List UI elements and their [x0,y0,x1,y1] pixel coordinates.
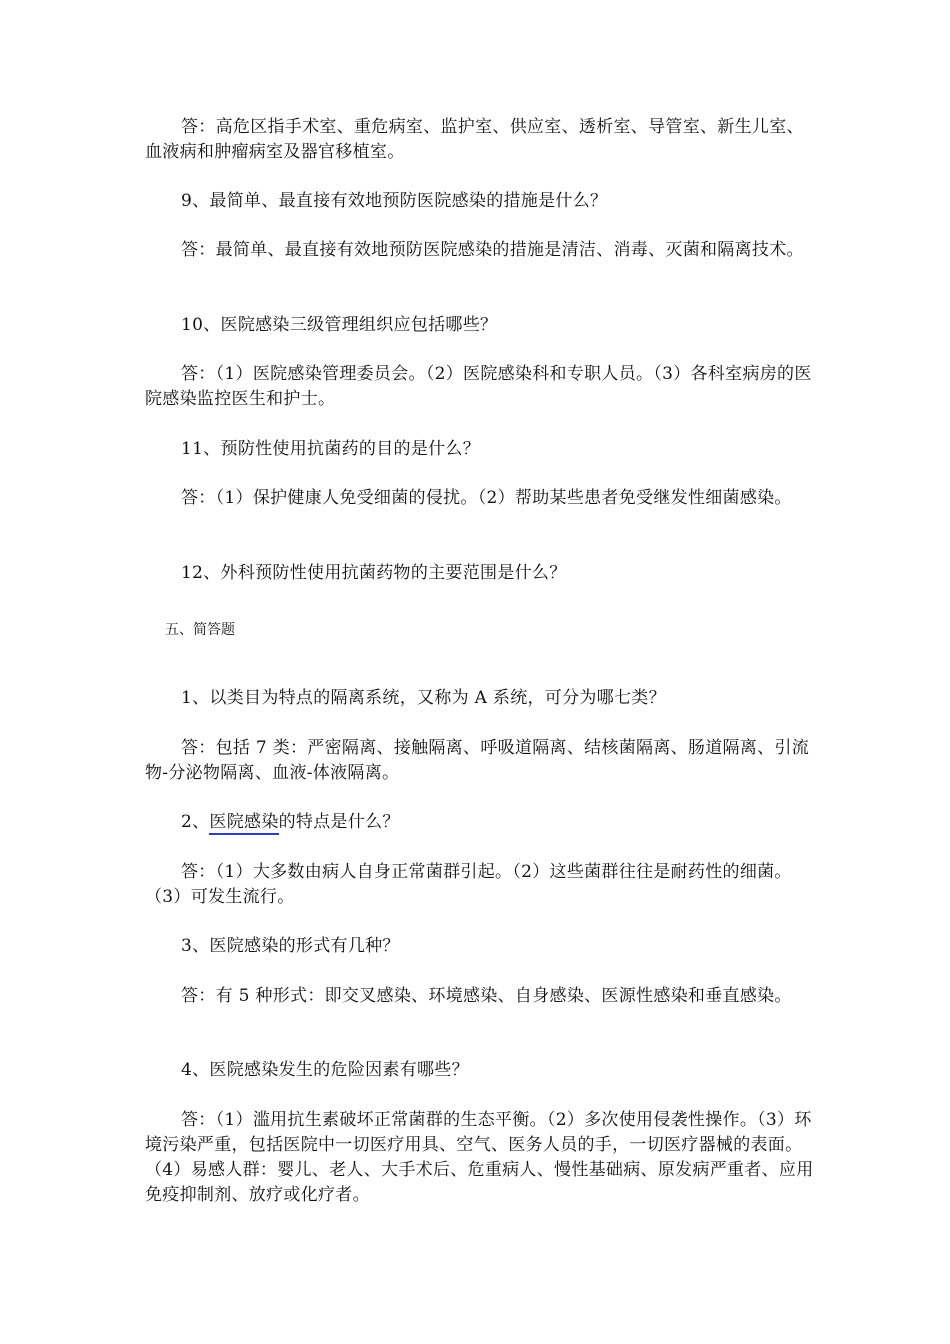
short-question-4: 4、医院感染发生的危险因素有哪些？ [181,1060,469,1080]
answer-8: 答：高危区指手术室、重危病室、监护室、供应室、透析室、导管室、新生儿室、血液病和肿瘤病室及器官移植室。 [145,117,804,162]
short-question-1: 1、以类目为特点的隔离系统，又称为 A 系统，可分为哪七类？ [181,688,666,708]
question-9: 9、最简单、最直接有效地预防医院感染的措施是什么？ [181,191,608,211]
short-answer-1: 答：包括 7 类：严密隔离、接触隔离、呼吸道隔离、结核菌隔离、肠道隔离、引流物-分泌物隔离、血液-体液隔离。 [145,738,810,783]
answer-9: 答：最简单、最直接有效地预防医院感染的措施是清洁、消毒、灭菌和隔离技术。 [181,240,804,260]
hospital-infection-link[interactable]: 医院感染 [209,812,278,835]
short-question-2 [145,810,815,835]
short-answer-2: 答：（1）大多数由病人自身正常菌群引起。（2）这些菌群往往是耐药性的细菌。（3）可发生流行。 [145,862,792,907]
short-answer-4: 答：（1）滥用抗生素破坏正常菌群的生态平衡。（2）多次使用侵袭性操作。（3）环境污染严重，包括医院中一切医疗用具、空气、医务人员的手，一切医疗器械的表面。（4）易感人群：婴儿、老人、大手术后、危重病人、慢性基础病、原发病严重者、应用免疫抑制剂、放疗或化疗者。 [145,1110,814,1205]
section-title: 五、简答题 [165,622,235,638]
short-question-3: 3、医院感染的形式有几种？ [181,936,400,956]
answer-11: 答：（1）保护健康人免受细菌的侵扰。（2）帮助某些患者免受继发性细菌感染。 [181,488,792,508]
answer-10: 答：（1）医院感染管理委员会。（2）医院感染科和专职人员。（3）各科室病房的医院感染监控医生和护士。 [145,364,812,409]
question-2-suffix: 的特点是什么？ [278,812,400,832]
question-10: 10、医院感染三级管理组织应包括哪些？ [181,315,498,335]
question-2-prefix: 2、 [181,812,210,832]
question-12: 12、外科预防性使用抗菌药物的主要范围是什么？ [181,563,567,583]
question-11: 11、预防性使用抗菌药的目的是什么？ [181,439,481,459]
short-answer-3: 答：有 5 种形式：即交叉感染、环境感染、自身感染、医源性感染和垂直感染。 [181,986,792,1006]
